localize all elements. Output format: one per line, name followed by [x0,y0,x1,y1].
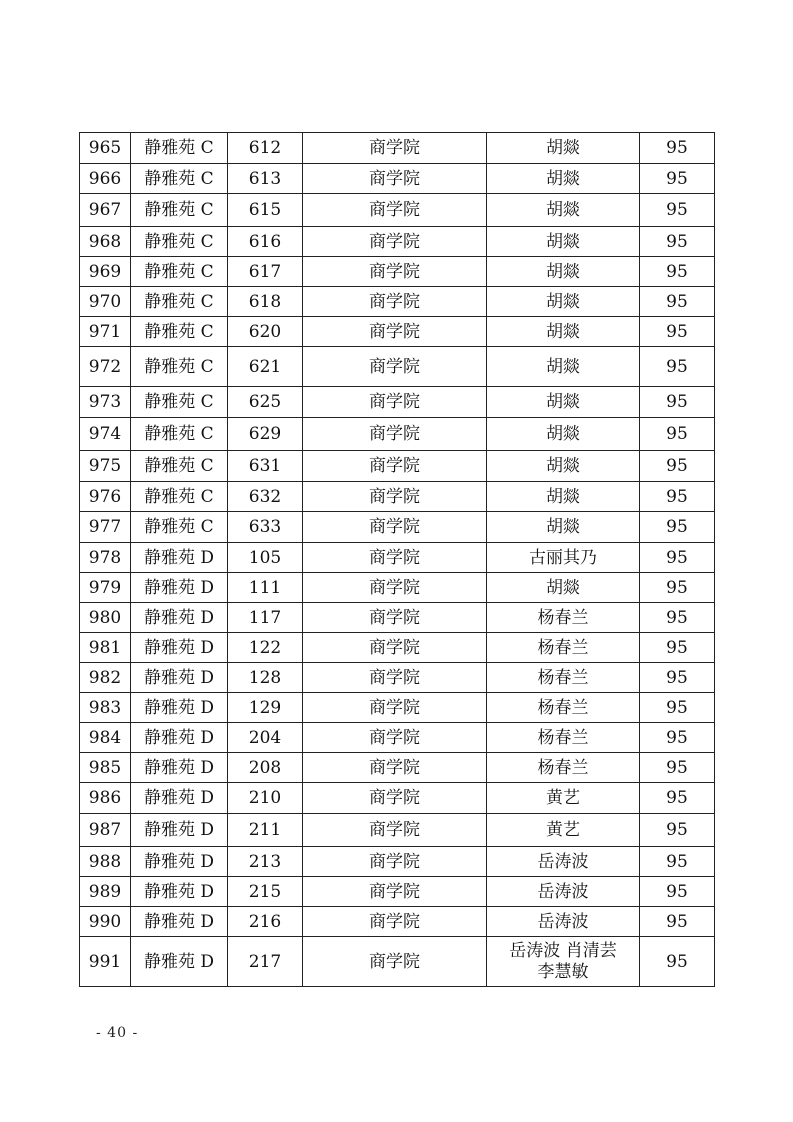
cell-building: 静雅苑 D [131,543,228,573]
cell-college: 商学院 [303,512,487,543]
table-row [80,633,715,663]
cell-college: 商学院 [303,543,487,573]
cell-college: 商学院 [303,937,487,987]
table-row [80,937,715,987]
cell-room: 204 [228,723,303,753]
cell-building: 静雅苑 D [131,783,228,814]
cell-staff: 岳涛波 [487,847,640,877]
table-row [80,723,715,753]
table-row [80,693,715,723]
cell-number: 969 [80,257,131,287]
cell-room: 208 [228,753,303,783]
cell-score: 95 [640,573,715,603]
table-row [80,194,715,227]
table-row [80,663,715,693]
cell-college: 商学院 [303,194,487,227]
cell-room: 629 [228,418,303,451]
cell-number: 967 [80,194,131,227]
cell-staff: 杨春兰 [487,723,640,753]
cell-staff: 岳涛波 [487,877,640,907]
cell-score: 95 [640,164,715,194]
cell-room: 618 [228,287,303,317]
cell-staff: 岳涛波 肖清芸 李慧敏 [487,937,640,987]
cell-college: 商学院 [303,693,487,723]
cell-room: 217 [228,937,303,987]
cell-number: 989 [80,877,131,907]
cell-score: 95 [640,482,715,512]
table-row [80,877,715,907]
cell-number: 968 [80,227,131,257]
cell-staff: 胡燚 [487,347,640,387]
cell-room: 129 [228,693,303,723]
cell-college: 商学院 [303,287,487,317]
cell-score: 95 [640,387,715,418]
cell-building: 静雅苑 C [131,482,228,512]
table-row [80,603,715,633]
cell-number: 991 [80,937,131,987]
cell-number: 977 [80,512,131,543]
table-row [80,543,715,573]
cell-room: 211 [228,814,303,847]
cell-building: 静雅苑 D [131,753,228,783]
cell-college: 商学院 [303,347,487,387]
table-row [80,573,715,603]
table-row [80,847,715,877]
table-row [80,753,715,783]
cell-college: 商学院 [303,133,487,164]
cell-score: 95 [640,907,715,937]
cell-number: 970 [80,287,131,317]
cell-building: 静雅苑 C [131,451,228,482]
cell-college: 商学院 [303,663,487,693]
cell-building: 静雅苑 C [131,257,228,287]
cell-room: 210 [228,783,303,814]
cell-number: 978 [80,543,131,573]
cell-score: 95 [640,877,715,907]
cell-building: 静雅苑 D [131,573,228,603]
cell-number: 980 [80,603,131,633]
table-row [80,783,715,814]
cell-room: 632 [228,482,303,512]
cell-college: 商学院 [303,753,487,783]
cell-staff: 胡燚 [487,194,640,227]
cell-college: 商学院 [303,451,487,482]
cell-building: 静雅苑 C [131,418,228,451]
table-row [80,347,715,387]
table-row [80,164,715,194]
cell-score: 95 [640,451,715,482]
cell-college: 商学院 [303,814,487,847]
cell-building: 静雅苑 D [131,723,228,753]
cell-staff: 胡燚 [487,482,640,512]
cell-college: 商学院 [303,164,487,194]
cell-room: 215 [228,877,303,907]
cell-college: 商学院 [303,573,487,603]
cell-number: 986 [80,783,131,814]
cell-number: 973 [80,387,131,418]
table-row [80,451,715,482]
cell-number: 976 [80,482,131,512]
cell-number: 981 [80,633,131,663]
cell-number: 987 [80,814,131,847]
cell-room: 621 [228,347,303,387]
cell-college: 商学院 [303,847,487,877]
cell-score: 95 [640,543,715,573]
cell-building: 静雅苑 C [131,164,228,194]
cell-college: 商学院 [303,877,487,907]
cell-staff: 胡燚 [487,164,640,194]
cell-room: 633 [228,512,303,543]
cell-college: 商学院 [303,723,487,753]
cell-staff: 杨春兰 [487,633,640,663]
cell-number: 979 [80,573,131,603]
page-number: - 40 - [96,1025,139,1041]
cell-number: 972 [80,347,131,387]
cell-staff: 黄艺 [487,814,640,847]
cell-building: 静雅苑 C [131,133,228,164]
table-row [80,814,715,847]
cell-college: 商学院 [303,257,487,287]
cell-staff: 胡燚 [487,317,640,347]
cell-building: 静雅苑 D [131,603,228,633]
cell-score: 95 [640,227,715,257]
cell-building: 静雅苑 C [131,227,228,257]
cell-number: 982 [80,663,131,693]
table-row [80,482,715,512]
cell-building: 静雅苑 C [131,347,228,387]
cell-score: 95 [640,194,715,227]
table-row [80,512,715,543]
cell-staff: 胡燚 [487,573,640,603]
cell-staff: 黄艺 [487,783,640,814]
table-row [80,227,715,257]
cell-staff: 杨春兰 [487,693,640,723]
table-row [80,317,715,347]
cell-building: 静雅苑 D [131,693,228,723]
cell-college: 商学院 [303,227,487,257]
cell-score: 95 [640,287,715,317]
table-row [80,257,715,287]
cell-score: 95 [640,753,715,783]
cell-number: 985 [80,753,131,783]
cell-building: 静雅苑 C [131,387,228,418]
cell-staff: 胡燚 [487,133,640,164]
cell-staff: 杨春兰 [487,603,640,633]
cell-building: 静雅苑 C [131,317,228,347]
dormitory-score-table [79,132,715,987]
cell-building: 静雅苑 C [131,287,228,317]
cell-building: 静雅苑 D [131,937,228,987]
cell-number: 988 [80,847,131,877]
cell-staff: 胡燚 [487,451,640,482]
cell-score: 95 [640,257,715,287]
cell-score: 95 [640,847,715,877]
cell-score: 95 [640,663,715,693]
cell-number: 990 [80,907,131,937]
cell-score: 95 [640,783,715,814]
cell-staff: 古丽其乃 [487,543,640,573]
cell-staff: 岳涛波 [487,907,640,937]
cell-staff: 胡燚 [487,287,640,317]
cell-building: 静雅苑 C [131,512,228,543]
table-row [80,418,715,451]
cell-score: 95 [640,133,715,164]
cell-room: 617 [228,257,303,287]
cell-number: 966 [80,164,131,194]
cell-college: 商学院 [303,907,487,937]
cell-score: 95 [640,633,715,663]
cell-score: 95 [640,317,715,347]
cell-score: 95 [640,603,715,633]
cell-room: 216 [228,907,303,937]
cell-room: 616 [228,227,303,257]
cell-room: 615 [228,194,303,227]
cell-staff: 胡燚 [487,387,640,418]
cell-staff: 胡燚 [487,512,640,543]
table-row [80,287,715,317]
cell-score: 95 [640,937,715,987]
cell-room: 613 [228,164,303,194]
cell-staff: 胡燚 [487,227,640,257]
cell-score: 95 [640,512,715,543]
cell-staff: 杨春兰 [487,753,640,783]
table-body [80,133,715,987]
cell-room: 105 [228,543,303,573]
table-row [80,387,715,418]
cell-score: 95 [640,723,715,753]
cell-building: 静雅苑 D [131,847,228,877]
cell-building: 静雅苑 D [131,663,228,693]
cell-college: 商学院 [303,783,487,814]
cell-building: 静雅苑 D [131,633,228,663]
cell-score: 95 [640,347,715,387]
cell-college: 商学院 [303,317,487,347]
cell-room: 625 [228,387,303,418]
cell-room: 128 [228,663,303,693]
cell-college: 商学院 [303,482,487,512]
cell-room: 620 [228,317,303,347]
cell-staff: 杨春兰 [487,663,640,693]
cell-building: 静雅苑 C [131,194,228,227]
cell-staff: 胡燚 [487,257,640,287]
cell-building: 静雅苑 D [131,877,228,907]
table-row [80,907,715,937]
cell-room: 631 [228,451,303,482]
cell-room: 612 [228,133,303,164]
cell-number: 984 [80,723,131,753]
cell-building: 静雅苑 D [131,907,228,937]
cell-room: 213 [228,847,303,877]
cell-room: 111 [228,573,303,603]
cell-score: 95 [640,814,715,847]
cell-college: 商学院 [303,603,487,633]
cell-college: 商学院 [303,418,487,451]
cell-room: 122 [228,633,303,663]
cell-college: 商学院 [303,633,487,663]
cell-number: 965 [80,133,131,164]
table-row [80,133,715,164]
cell-number: 971 [80,317,131,347]
cell-score: 95 [640,693,715,723]
cell-number: 974 [80,418,131,451]
cell-number: 983 [80,693,131,723]
cell-score: 95 [640,418,715,451]
cell-building: 静雅苑 D [131,814,228,847]
cell-college: 商学院 [303,387,487,418]
cell-number: 975 [80,451,131,482]
cell-staff: 胡燚 [487,418,640,451]
cell-room: 117 [228,603,303,633]
